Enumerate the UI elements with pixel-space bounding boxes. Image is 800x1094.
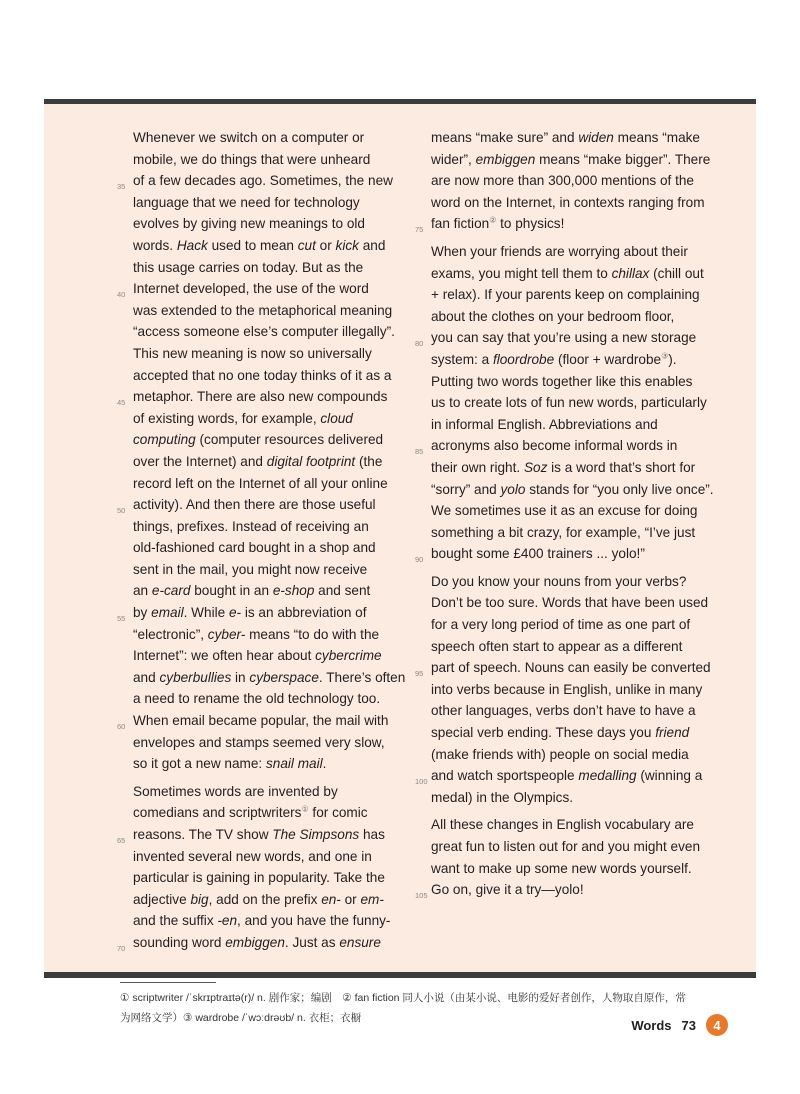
text-line — [117, 824, 398, 846]
italic-term: embiggen — [225, 934, 285, 950]
text-segment: into verbs because in English, unlike in many — [431, 681, 703, 697]
text-line — [431, 149, 721, 171]
text-segment: (computer resources delivered — [195, 432, 384, 448]
text-line — [133, 781, 398, 803]
footnote-line: ① scriptwriter /ˈskrɪptraɪtə(r)/ n. 剧作家；编剧 ② fan fiction 同人小说（由某小说、电影的爱好者创作，人物取自原作，常 — [120, 992, 686, 1004]
page-folio — [631, 1014, 728, 1036]
italic-term: e-card — [151, 583, 191, 599]
text-segment: or — [340, 891, 361, 907]
text-segment: stands for “you only live once”. — [525, 481, 714, 497]
italic-term: The Simpsons — [272, 827, 360, 842]
text-segment: adjective — [133, 891, 191, 907]
text-line — [133, 910, 398, 932]
text-line — [133, 192, 398, 214]
text-line — [431, 500, 721, 522]
text-line — [133, 688, 398, 710]
italic-term: Soz — [523, 459, 548, 475]
text-segment: “access someone else’s computer illegally”. — [133, 324, 395, 340]
text-segment: Don’t be too sure. Words that have been used — [431, 595, 709, 611]
text-line — [133, 624, 398, 646]
text-segment: of existing words, for example, — [133, 410, 321, 426]
text-line — [415, 213, 721, 235]
text-segment: . While — [183, 605, 229, 621]
line-number: 55 — [117, 614, 126, 624]
text-line — [133, 667, 406, 689]
italic-term: computing — [133, 432, 196, 448]
text-line — [117, 170, 398, 192]
text-segment: by — [133, 605, 152, 621]
right-column — [415, 127, 721, 901]
italic-term: cybercrime — [315, 648, 382, 664]
text-segment: in informal English. Abbreviations and — [431, 416, 658, 432]
italic-term: Hack — [176, 237, 208, 253]
bottom-rule — [44, 972, 756, 978]
text-line — [431, 722, 721, 744]
text-line — [431, 170, 721, 192]
text-line — [133, 889, 398, 911]
line-number: 65 — [117, 836, 126, 845]
text-segment: are now more than 300,000 mentions of the — [431, 173, 694, 189]
text-line — [133, 408, 398, 430]
text-line — [133, 559, 398, 581]
footnote-marker: ② — [489, 215, 497, 225]
text-line — [431, 241, 721, 263]
italic-term: digital footprint — [266, 453, 356, 469]
text-segment: All these changes in English vocabulary are — [431, 817, 694, 833]
text-line — [133, 846, 398, 868]
left-column — [117, 127, 406, 954]
text-line — [133, 473, 398, 495]
text-segment: , and you have the funny- — [237, 913, 391, 929]
text-line — [133, 451, 398, 473]
text-line — [431, 349, 721, 371]
text-segment: and sent — [314, 583, 371, 599]
text-line — [133, 149, 398, 171]
text-line — [117, 386, 398, 408]
text-segment: word on the Internet, in contexts ranging from — [431, 194, 705, 210]
text-segment: . There’s often — [318, 669, 406, 685]
text-segment: (floor + wardrobe — [554, 351, 662, 367]
text-line — [133, 537, 398, 559]
line-number: 60 — [117, 722, 126, 732]
text-segment: in — [231, 669, 250, 685]
text-segment: has — [359, 827, 385, 842]
text-segment: Go on, give it a try—yolo! — [431, 882, 584, 898]
text-line — [415, 543, 721, 565]
text-segment: ). — [668, 351, 677, 367]
italic-term: em- — [360, 891, 384, 907]
text-segment: and watch sportspeople — [431, 768, 579, 784]
text-segment: old-fashioned card bought in a shop and — [133, 540, 376, 556]
line-number: 35 — [117, 182, 126, 192]
italic-term: cyberbullies — [159, 669, 232, 685]
text-segment: for comic — [308, 805, 368, 821]
text-segment: invented several new words, and one in — [133, 848, 372, 864]
text-segment: (the — [355, 453, 383, 469]
text-segment: fan fiction — [431, 216, 490, 232]
text-line — [133, 343, 398, 365]
text-segment: to physics! — [496, 216, 565, 232]
text-line — [117, 602, 398, 624]
text-line — [431, 814, 721, 836]
text-segment: reasons. The TV show — [133, 827, 273, 842]
text-segment: for a very long period of time as one part of — [431, 617, 691, 633]
text-segment: acronyms also become informal words in — [431, 438, 678, 454]
text-segment: (winning a — [636, 768, 703, 784]
text-segment: (make friends with) people on social media — [431, 746, 689, 762]
text-segment: over the Internet) and — [133, 453, 267, 469]
text-segment: so it got a new name: — [133, 756, 266, 772]
line-number: 95 — [415, 669, 424, 679]
text-line — [117, 494, 398, 516]
text-segment: means “make — [613, 130, 700, 145]
text-line — [133, 802, 398, 824]
text-line — [431, 457, 721, 479]
text-segment: “electronic”, — [133, 626, 208, 642]
text-line — [117, 932, 398, 954]
text-line — [133, 321, 398, 343]
text-segment: Internet developed, the use of the word — [133, 281, 369, 297]
italic-term: embiggen — [475, 151, 536, 167]
text-line — [133, 257, 398, 279]
text-line — [133, 235, 398, 257]
line-number: 105 — [415, 891, 428, 901]
text-segment: and — [133, 669, 160, 685]
text-line — [133, 867, 398, 889]
text-segment: evolves by giving new meanings to old — [133, 216, 365, 232]
line-number: 70 — [117, 943, 126, 953]
line-number: 75 — [415, 225, 424, 235]
text-segment: “sorry” and — [431, 481, 501, 497]
italic-term: snail mail — [266, 756, 323, 772]
italic-term: en- — [321, 891, 341, 907]
unit-badge: 4 — [706, 1014, 728, 1036]
text-line — [431, 614, 721, 636]
italic-term: email — [151, 605, 184, 621]
text-line — [431, 284, 721, 306]
section-name: Words — [631, 1017, 672, 1033]
text-segment: is a word that’s short for — [547, 459, 696, 475]
italic-term: friend — [655, 725, 690, 741]
italic-term: chillax — [611, 265, 650, 281]
text-line — [431, 192, 721, 214]
page-number: 73 — [681, 1017, 696, 1033]
line-number: 40 — [117, 290, 126, 300]
text-line — [431, 744, 721, 766]
italic-term: e-shop — [272, 583, 315, 599]
text-line — [431, 592, 721, 614]
text-line — [133, 732, 398, 754]
text-line — [415, 657, 721, 679]
text-line — [431, 679, 721, 701]
italic-term: ensure — [339, 934, 381, 950]
text-segment: something a bit crazy, for example, “I’ve just — [431, 524, 696, 540]
text-segment: is an abbreviation of — [241, 605, 367, 621]
line-number: 85 — [415, 447, 424, 457]
text-segment: you can say that you’re using a new storage — [431, 330, 697, 346]
text-segment: bought some £400 trainers ... yolo!” — [431, 546, 645, 562]
italic-term: -en — [217, 913, 238, 929]
text-segment: activity). And then there are those useful — [133, 497, 376, 513]
text-segment: mobile, we do things that were unheard — [133, 151, 371, 167]
footnote-rule — [120, 982, 216, 983]
text-segment: means “make bigger”. There — [535, 151, 711, 167]
text-segment: us to create lots of fun new words, particularly — [431, 395, 707, 411]
text-line — [415, 327, 721, 349]
text-segment: means “make sure” and — [431, 130, 579, 145]
text-line — [431, 636, 721, 658]
text-segment: + relax). If your parents keep on complaining — [431, 287, 700, 303]
footnotes — [120, 988, 710, 1028]
footnote-marker: ③ — [661, 351, 669, 361]
text-line — [431, 371, 721, 393]
text-line — [133, 365, 398, 387]
text-segment: an — [133, 583, 152, 599]
text-segment: language that we need for technology — [133, 194, 360, 210]
text-line — [431, 836, 721, 858]
text-segment: bought in an — [190, 583, 273, 599]
italic-term: floordrobe — [492, 351, 555, 367]
text-segment: . Just as — [284, 934, 340, 950]
text-line — [133, 213, 398, 235]
text-line — [415, 879, 721, 901]
text-line — [415, 765, 721, 787]
text-segment: particular is gaining in popularity. Take the — [133, 870, 385, 886]
italic-term: e- — [228, 605, 242, 621]
text-segment: envelopes and stamps seemed very slow, — [133, 734, 385, 750]
text-segment: We sometimes use it as an excuse for doing — [431, 503, 698, 519]
text-segment: was extended to the metaphorical meaning — [133, 302, 393, 318]
text-line — [431, 392, 721, 414]
text-segment: Do you know your nouns from your verbs? — [431, 573, 687, 589]
text-segment: things, prefixes. Instead of receiving an — [133, 518, 369, 534]
text-segment: medal) in the Olympics. — [431, 789, 574, 805]
text-segment: used to mean — [207, 237, 298, 253]
text-segment: and — [358, 237, 386, 253]
text-segment: of a few decades ago. Sometimes, the new — [133, 173, 393, 189]
text-line — [431, 127, 721, 149]
text-line — [133, 300, 398, 322]
italic-term: yolo — [500, 481, 526, 497]
text-segment: speech often start to appear as a different — [431, 638, 683, 654]
text-segment: record left on the Internet of all your online — [133, 475, 388, 491]
italic-term: medalling — [578, 768, 637, 784]
text-line — [133, 580, 398, 602]
line-number: 80 — [415, 339, 424, 349]
text-line — [431, 858, 721, 880]
text-segment: part of speech. Nouns can easily be converted — [431, 660, 711, 676]
text-segment: their own right. — [431, 459, 524, 475]
italic-term: kick — [335, 237, 359, 253]
italic-term: cut — [297, 237, 316, 253]
text-segment: other languages, verbs don’t have to have a — [431, 703, 696, 719]
text-segment: , add on the prefix — [208, 891, 322, 907]
text-segment: sounding word — [133, 934, 226, 950]
text-segment: comedians and scriptwriters — [133, 805, 302, 821]
text-segment: great fun to listen out for and you might even — [431, 839, 701, 854]
text-line — [415, 435, 721, 457]
text-segment: about the clothes on your bedroom floor, — [431, 308, 675, 324]
text-segment: When email became popular, the mail with — [133, 713, 389, 729]
text-segment: want to make up some new words yourself. — [431, 860, 692, 876]
text-segment: metaphor. There are also new compounds — [133, 389, 388, 405]
text-segment: this usage carries on today. But as the — [133, 259, 364, 275]
line-number: 100 — [415, 777, 428, 787]
text-line — [117, 278, 398, 300]
text-segment: exams, you might tell them to — [431, 265, 612, 281]
text-segment: Putting two words together like this enables — [431, 373, 693, 389]
text-line — [133, 429, 398, 451]
italic-term: cyber- — [207, 626, 246, 642]
text-segment: sent in the mail, you might now receive — [133, 561, 368, 577]
text-segment: Internet”: we often hear about — [133, 648, 316, 664]
text-line — [431, 522, 721, 544]
text-segment: or — [315, 237, 336, 253]
text-segment: wider”, — [431, 151, 476, 167]
footnote-line: 为网络文学）③ wardrobe /ˈwɔːdrəʊb/ n. 衣柜；衣橱 — [120, 1012, 362, 1024]
text-line — [431, 414, 721, 436]
text-line — [431, 306, 721, 328]
text-line — [117, 710, 398, 732]
text-line — [431, 571, 721, 593]
text-segment: accepted that no one today thinks of it as a — [133, 367, 392, 383]
text-segment: means “to do with the — [245, 626, 380, 642]
text-segment: This new meaning is now so universally — [133, 345, 372, 361]
text-segment: special verb ending. These days you — [431, 725, 656, 741]
line-number: 45 — [117, 398, 126, 408]
text-line — [431, 479, 721, 501]
footnote-marker: ① — [301, 804, 309, 814]
text-segment: words. — [133, 237, 177, 253]
text-line — [431, 700, 721, 722]
italic-term: big — [190, 891, 209, 907]
text-line — [133, 127, 398, 149]
text-line — [431, 263, 721, 285]
italic-term: cyberspace — [249, 669, 319, 685]
text-line — [133, 753, 398, 775]
text-segment: system: a — [431, 351, 493, 367]
text-line — [133, 645, 398, 667]
text-segment: and the suffix — [133, 913, 218, 929]
text-segment: When your friends are worrying about their — [431, 243, 688, 259]
text-segment: . — [322, 756, 327, 772]
italic-term: widen — [578, 130, 614, 145]
text-segment: Sometimes words are invented by — [133, 783, 338, 799]
text-line — [431, 787, 721, 809]
line-number: 90 — [415, 555, 424, 565]
line-number: 50 — [117, 506, 126, 516]
text-line — [133, 516, 398, 538]
italic-term: cloud — [320, 410, 353, 426]
text-segment: Whenever we switch on a computer or — [133, 130, 365, 145]
text-segment: a need to rename the old technology too. — [133, 691, 381, 707]
text-segment: (chill out — [649, 265, 704, 281]
